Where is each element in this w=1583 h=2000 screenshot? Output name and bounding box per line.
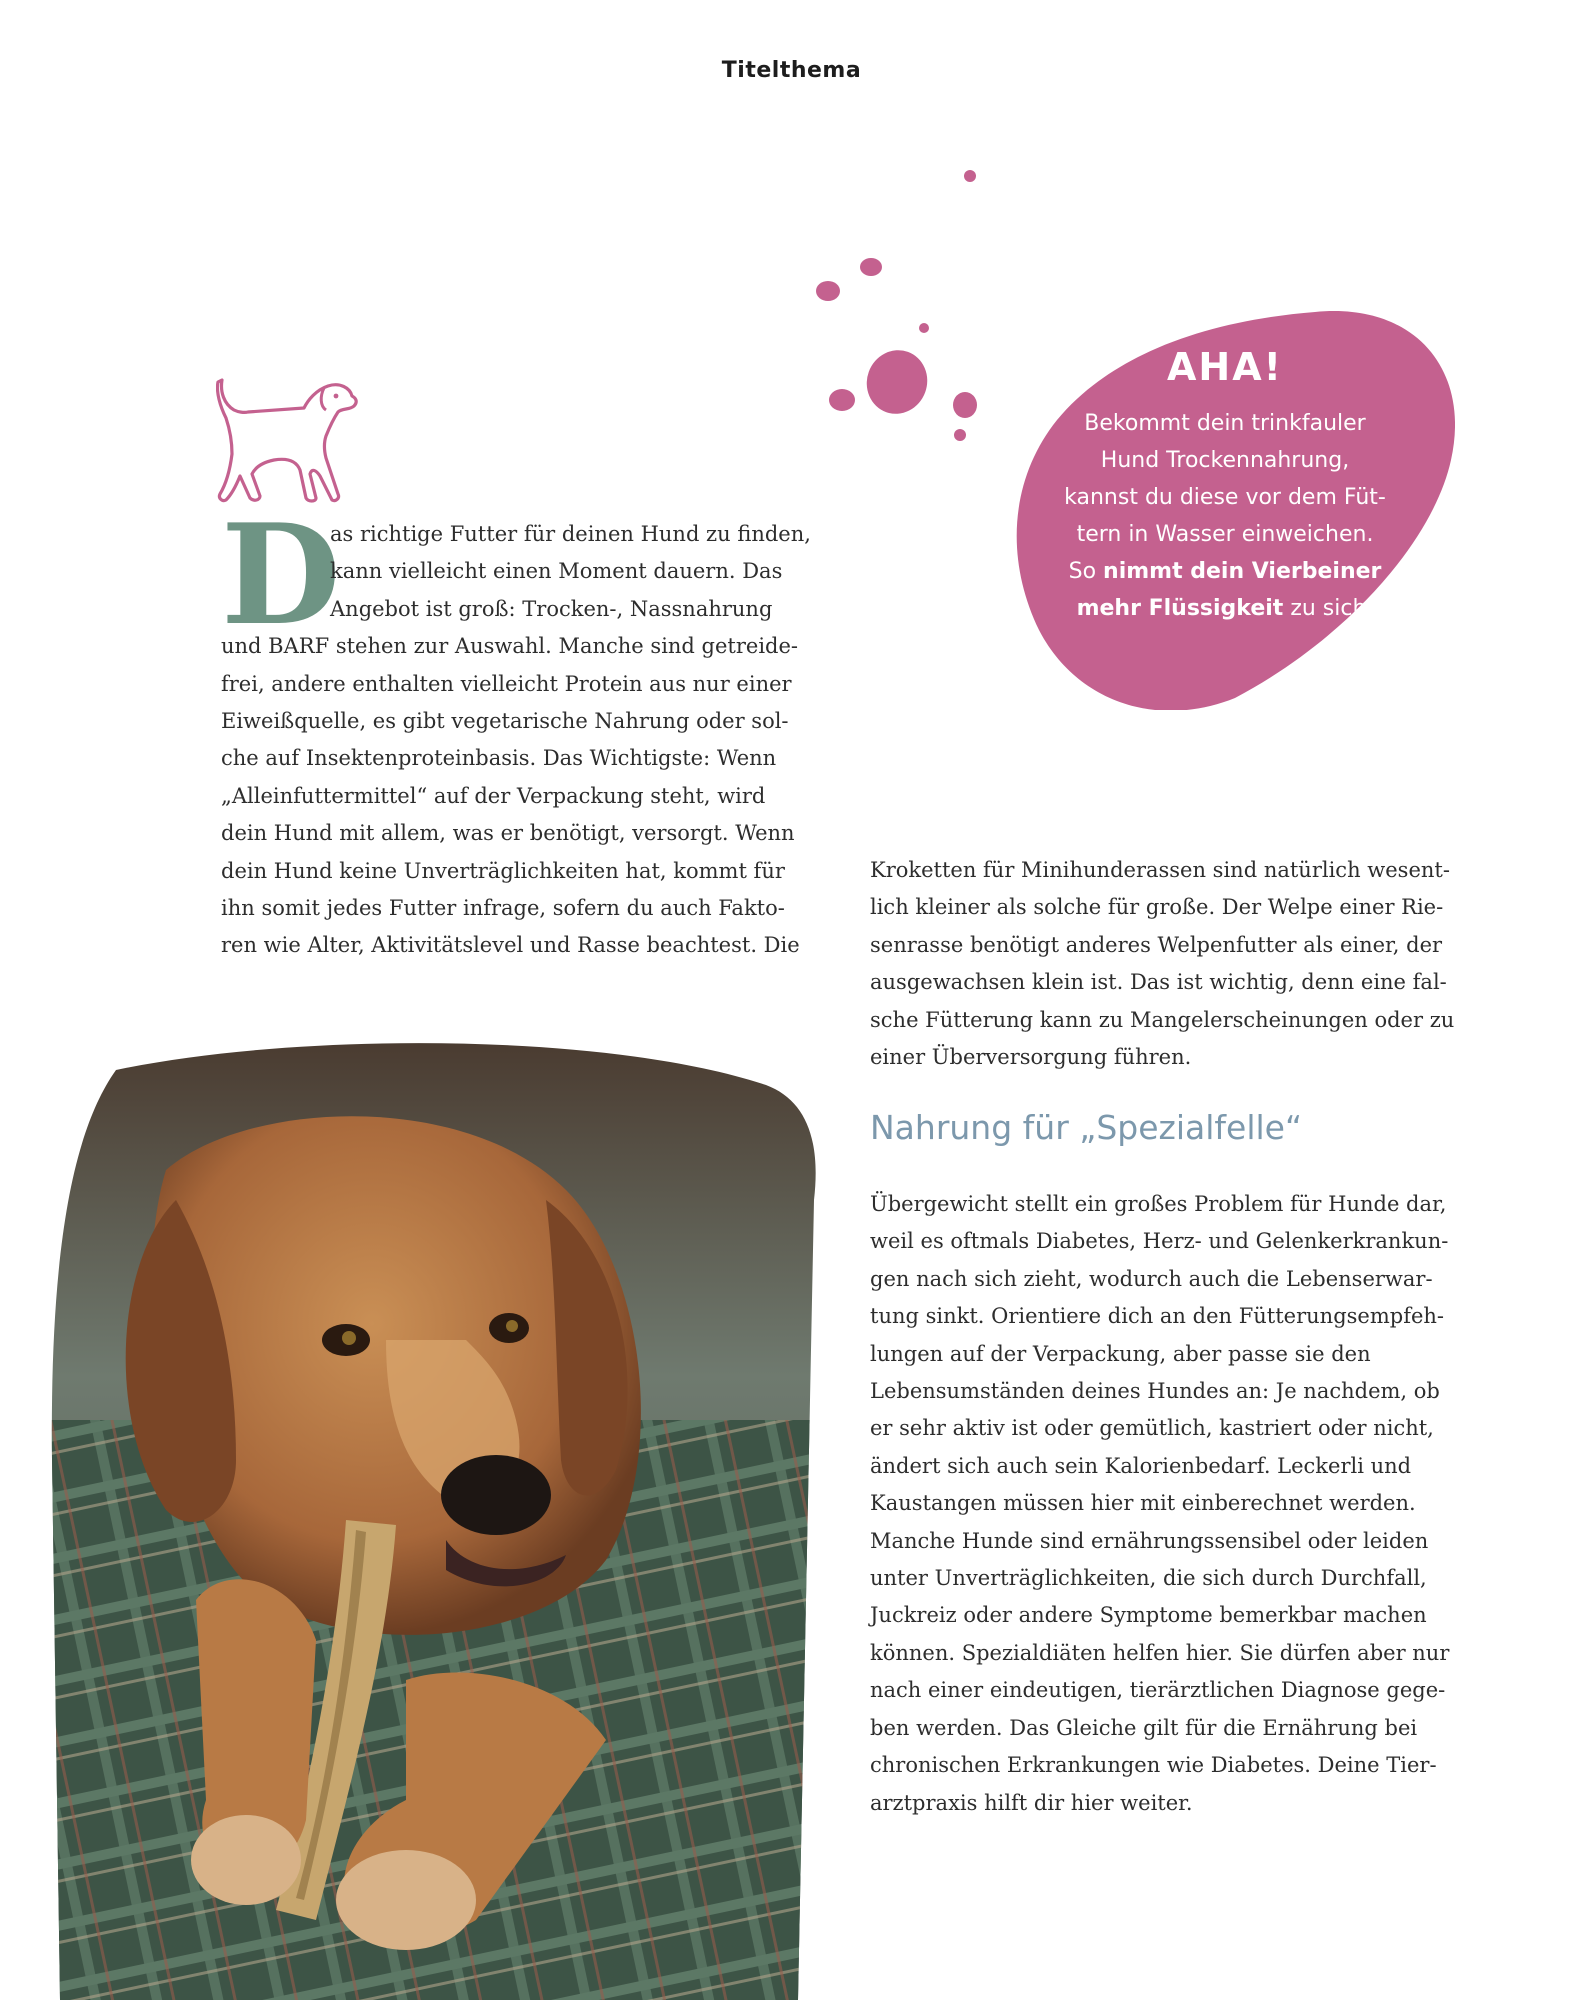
text-line: und BARF stehen zur Auswahl. Manche sind getreide- <box>221 634 799 659</box>
text-line: Lebensumständen deines Hundes an: Je nachdem, ob <box>870 1379 1440 1404</box>
text-line: chronischen Erkrankungen wie Diabetes. Deine Tier- <box>870 1753 1437 1778</box>
text-line: dein Hund keine Unverträglichkeiten hat, kommt für <box>221 858 785 883</box>
text-line: Eiweißquelle, es gibt vegetarische Nahrung oder sol- <box>221 709 789 734</box>
dog-outline-icon <box>216 378 360 504</box>
text-line: senrasse benötigt anderes Welpenfutter als einer, der <box>870 932 1443 957</box>
text-line: ihn somit jedes Futter infrage, sofern du auch Fakto- <box>221 896 785 921</box>
text-line: Kroketten für Minihunderassen sind natürlich wesent- <box>870 858 1450 882</box>
aha-text <box>1040 405 1410 627</box>
aha-line: Bekommt dein trinkfauler <box>1084 411 1366 436</box>
aha-line <box>1040 590 1410 627</box>
section-label: Titelthema <box>721 58 862 83</box>
text-line: Übergewicht stellt ein großes Problem für Hunde dar, <box>870 1192 1447 1216</box>
aha-title: AHA! <box>1167 345 1283 389</box>
text-line: können. Spezialdiäten helfen hier. Sie dürfen aber nur <box>870 1640 1450 1665</box>
text-line: tung sinkt. Orientiere dich an den Fütterungsempfeh- <box>870 1304 1445 1329</box>
text-line: che auf Insektenproteinbasis. Das Wichtigste: Wenn <box>221 746 777 771</box>
aha-line-part: zu sich. <box>1283 596 1374 621</box>
text-line: Juckreiz oder andere Symptome bemerkbar machen <box>870 1603 1427 1628</box>
text-line: frei, andere enthalten vielleicht Protein aus nur einer <box>221 671 792 696</box>
text-line: lich kleiner als solche für große. Der Welpe einer Rie- <box>870 895 1444 920</box>
text-line: ben werden. Das Gleiche gilt für die Ernährung bei <box>870 1715 1418 1740</box>
text-line: er sehr aktiv ist oder gemütlich, kastriert oder nicht, <box>870 1416 1434 1441</box>
intro-column <box>221 493 831 965</box>
continuation-column <box>870 852 1480 1076</box>
text-line: kann vielleicht einen Moment dauern. Das <box>330 559 783 584</box>
text-line: gen nach sich zieht, wodurch auch die Lebenserwar- <box>870 1266 1433 1291</box>
text-line: nach einer eindeutigen, tierärztlichen Diagnose gege- <box>870 1678 1446 1703</box>
subheading: Nahrung für „Spezialfelle“ <box>870 1108 1303 1147</box>
text-line: ren wie Alter, Aktivitätslevel und Rasse beachtest. Die <box>221 933 800 958</box>
aha-emphasis: nimmt dein Vierbeiner <box>1103 559 1382 584</box>
text-line: arztpraxis hilft dir hier weiter. <box>870 1790 1193 1815</box>
text-line: Kaustangen müssen hier mit einberechnet werden. <box>870 1491 1416 1516</box>
aha-emphasis: mehr Flüssigkeit <box>1076 596 1284 621</box>
aha-line-part: So <box>1068 559 1104 584</box>
text-line: Manche Hunde sind ernährungssensibel oder leiden <box>870 1528 1429 1553</box>
dog-chewing-photo <box>46 1040 826 2000</box>
aha-line <box>1040 553 1410 590</box>
text-line: einer Überversorgung führen. <box>870 1045 1192 1070</box>
text-line: „Alleinfuttermittel“ auf der Verpackung steht, wird <box>221 783 766 808</box>
text-line: ausgewachsen klein ist. Das ist wichtig, denn eine fal- <box>870 970 1447 995</box>
text-line: unter Unverträglichkeiten, die sich durch Durchfall, <box>870 1566 1427 1591</box>
text-line: lungen auf der Verpackung, aber passe sie den <box>870 1341 1371 1366</box>
text-line: weil es oftmals Diabetes, Herz- und Gelenkerkrankun- <box>870 1229 1449 1254</box>
aha-infobox <box>1040 345 1410 627</box>
drop-cap: D <box>221 493 341 656</box>
paint-splatter-icon <box>800 160 990 450</box>
text-line: ändert sich auch sein Kalorienbedarf. Leckerli und <box>870 1453 1412 1478</box>
text-line: as richtige Futter für deinen Hund zu finden, <box>330 522 811 546</box>
aha-line: kannst du diese vor dem Füt- <box>1064 485 1386 510</box>
aha-line: Hund Trockennahrung, <box>1100 448 1350 473</box>
text-line: dein Hund mit allem, was er benötigt, versorgt. Wenn <box>221 821 795 846</box>
text-line: sche Fütterung kann zu Mangelerscheinungen oder zu <box>870 1007 1455 1032</box>
text-line: Angebot ist groß: Trocken-, Nassnahrung <box>330 596 773 621</box>
section2-column <box>870 1186 1480 1822</box>
aha-line: tern in Wasser einweichen. <box>1076 522 1374 547</box>
